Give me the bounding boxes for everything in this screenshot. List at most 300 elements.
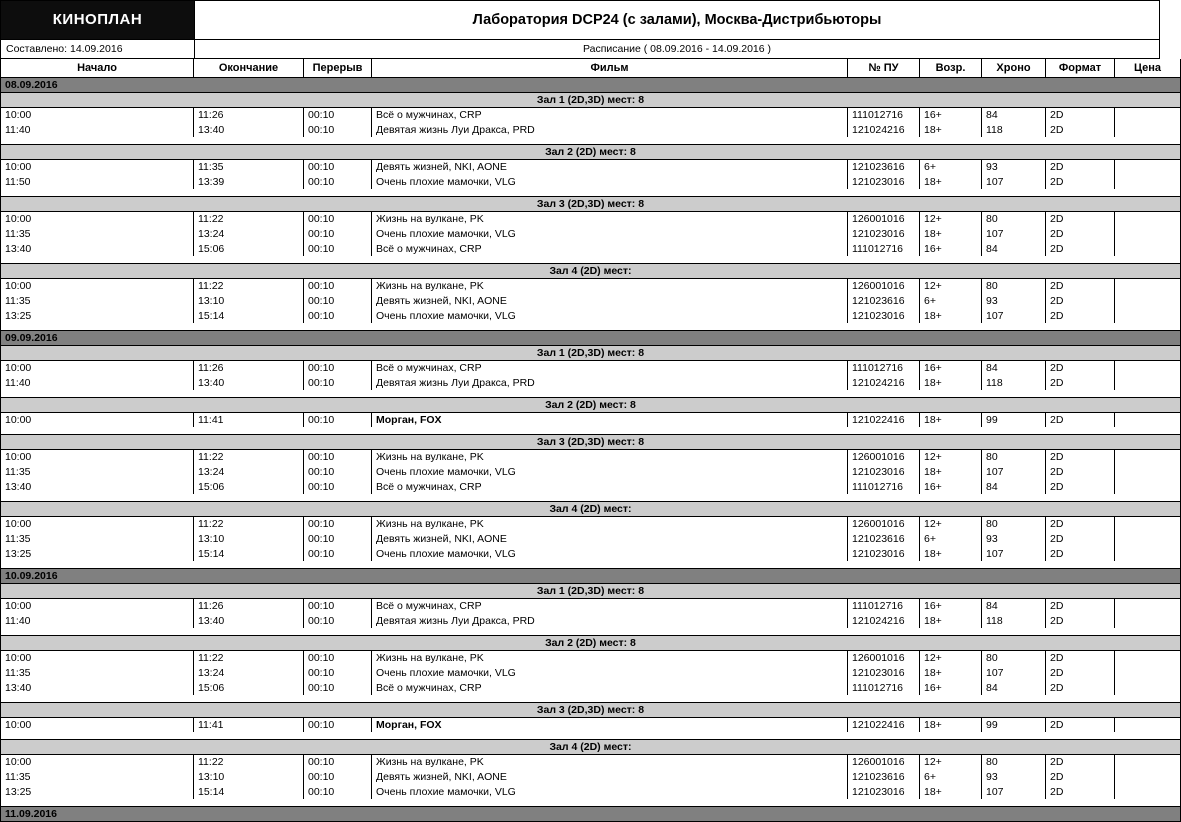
show-start: 13:25 (1, 308, 194, 323)
show-film-title: Жизнь на вулкане, PK (372, 211, 848, 226)
show-end: 13:40 (194, 613, 304, 628)
show-end: 15:14 (194, 308, 304, 323)
show-pu-number: 121022416 (848, 717, 920, 732)
screening-row (1, 159, 1181, 174)
show-age-rating: 18+ (920, 375, 982, 390)
show-break: 00:10 (304, 211, 372, 226)
show-age-rating: 18+ (920, 464, 982, 479)
show-end: 13:24 (194, 226, 304, 241)
show-end: 11:22 (194, 754, 304, 769)
show-break: 00:10 (304, 412, 372, 427)
show-break: 00:10 (304, 665, 372, 680)
show-age-rating: 18+ (920, 613, 982, 628)
show-age-rating: 16+ (920, 479, 982, 494)
show-start: 10:00 (1, 278, 194, 293)
hall-band-row (1, 263, 1181, 278)
show-price (1115, 613, 1181, 628)
show-age-rating: 12+ (920, 516, 982, 531)
show-start: 10:00 (1, 516, 194, 531)
hall-label: Зал 2 (2D) мест: 8 (1, 397, 1181, 412)
show-duration: 80 (982, 754, 1046, 769)
show-end: 11:22 (194, 211, 304, 226)
show-break: 00:10 (304, 650, 372, 665)
show-break: 00:10 (304, 107, 372, 122)
show-film-title: Всё о мужчинах, CRP (372, 360, 848, 375)
hall-spacer-row (1, 427, 1181, 434)
show-pu-number: 126001016 (848, 516, 920, 531)
show-duration: 107 (982, 784, 1046, 799)
show-film-title: Всё о мужчинах, CRP (372, 680, 848, 695)
show-format: 2D (1046, 293, 1115, 308)
show-film-title: Очень плохие мамочки, VLG (372, 546, 848, 561)
spacer-cell (1, 323, 1181, 330)
show-end: 11:22 (194, 449, 304, 464)
show-film-title: Девять жизней, NKI, AONE (372, 159, 848, 174)
show-break: 00:10 (304, 516, 372, 531)
show-start: 11:50 (1, 174, 194, 189)
show-break: 00:10 (304, 479, 372, 494)
show-end: 11:22 (194, 516, 304, 531)
show-duration: 84 (982, 479, 1046, 494)
show-break: 00:10 (304, 241, 372, 256)
show-format: 2D (1046, 159, 1115, 174)
show-start: 13:40 (1, 479, 194, 494)
show-format: 2D (1046, 717, 1115, 732)
show-format: 2D (1046, 650, 1115, 665)
show-duration: 93 (982, 293, 1046, 308)
show-duration: 107 (982, 665, 1046, 680)
show-duration: 99 (982, 412, 1046, 427)
show-pu-number: 111012716 (848, 107, 920, 122)
schedule-table (0, 59, 1181, 822)
screening-row (1, 107, 1181, 122)
show-age-rating: 6+ (920, 531, 982, 546)
show-price (1115, 308, 1181, 323)
show-price (1115, 769, 1181, 784)
show-start: 11:35 (1, 531, 194, 546)
hall-label: Зал 2 (2D) мест: 8 (1, 144, 1181, 159)
show-price (1115, 211, 1181, 226)
show-format: 2D (1046, 516, 1115, 531)
show-end: 13:24 (194, 464, 304, 479)
show-end: 13:10 (194, 769, 304, 784)
show-pu-number: 121024216 (848, 375, 920, 390)
show-end: 11:26 (194, 107, 304, 122)
show-end: 13:10 (194, 293, 304, 308)
screening-row (1, 784, 1181, 799)
show-format: 2D (1046, 375, 1115, 390)
show-price (1115, 449, 1181, 464)
show-film-title: Всё о мужчинах, CRP (372, 479, 848, 494)
show-duration: 80 (982, 211, 1046, 226)
hall-label: Зал 2 (2D) мест: 8 (1, 635, 1181, 650)
show-pu-number: 111012716 (848, 360, 920, 375)
show-age-rating: 6+ (920, 769, 982, 784)
show-start: 10:00 (1, 211, 194, 226)
show-break: 00:10 (304, 226, 372, 241)
show-film-title: Очень плохие мамочки, VLG (372, 174, 848, 189)
show-age-rating: 18+ (920, 226, 982, 241)
column-header-start: Начало (1, 59, 194, 77)
date-band-row (1, 568, 1181, 583)
show-break: 00:10 (304, 449, 372, 464)
hall-label: Зал 4 (2D) мест: (1, 263, 1181, 278)
show-end: 11:26 (194, 598, 304, 613)
show-film-title: Очень плохие мамочки, VLG (372, 665, 848, 680)
screening-row (1, 464, 1181, 479)
hall-band-row (1, 345, 1181, 360)
show-film-title: Очень плохие мамочки, VLG (372, 226, 848, 241)
spacer-cell (1, 561, 1181, 568)
screening-row (1, 211, 1181, 226)
show-start: 11:35 (1, 769, 194, 784)
show-duration: 107 (982, 308, 1046, 323)
show-duration: 84 (982, 107, 1046, 122)
show-price (1115, 375, 1181, 390)
show-start: 11:35 (1, 226, 194, 241)
hall-spacer-row (1, 628, 1181, 635)
show-pu-number: 121022416 (848, 412, 920, 427)
spacer-cell (1, 390, 1181, 397)
screening-row (1, 769, 1181, 784)
show-age-rating: 12+ (920, 754, 982, 769)
show-film-title: Жизнь на вулкане, PK (372, 516, 848, 531)
show-break: 00:10 (304, 278, 372, 293)
show-pu-number: 111012716 (848, 598, 920, 613)
show-pu-number: 121024216 (848, 613, 920, 628)
hall-band-row (1, 434, 1181, 449)
hall-band-row (1, 92, 1181, 107)
show-format: 2D (1046, 665, 1115, 680)
hall-spacer-row (1, 189, 1181, 196)
show-age-rating: 18+ (920, 546, 982, 561)
show-film-title: Всё о мужчинах, CRP (372, 598, 848, 613)
show-pu-number: 121023016 (848, 464, 920, 479)
table-header-row (1, 59, 1181, 77)
show-pu-number: 121023016 (848, 226, 920, 241)
show-pu-number: 126001016 (848, 211, 920, 226)
show-start: 10:00 (1, 754, 194, 769)
show-end: 13:24 (194, 665, 304, 680)
column-header-price: Цена (1115, 59, 1181, 77)
hall-spacer-row (1, 695, 1181, 702)
hall-band-row (1, 501, 1181, 516)
show-break: 00:10 (304, 159, 372, 174)
show-age-rating: 12+ (920, 650, 982, 665)
show-end: 13:40 (194, 375, 304, 390)
show-format: 2D (1046, 680, 1115, 695)
show-age-rating: 16+ (920, 360, 982, 375)
screening-row (1, 308, 1181, 323)
show-format: 2D (1046, 769, 1115, 784)
show-film-title: Жизнь на вулкане, PK (372, 650, 848, 665)
show-duration: 107 (982, 464, 1046, 479)
hall-band-row (1, 397, 1181, 412)
show-age-rating: 16+ (920, 680, 982, 695)
show-film-title: Девять жизней, NKI, AONE (372, 293, 848, 308)
show-age-rating: 18+ (920, 717, 982, 732)
show-end: 11:26 (194, 360, 304, 375)
show-format: 2D (1046, 360, 1115, 375)
show-start: 10:00 (1, 449, 194, 464)
screening-row (1, 546, 1181, 561)
show-format: 2D (1046, 449, 1115, 464)
spacer-cell (1, 799, 1181, 806)
show-break: 00:10 (304, 754, 372, 769)
spacer-cell (1, 189, 1181, 196)
show-format: 2D (1046, 479, 1115, 494)
page-title: Лаборатория DCP24 (с залами), Москва-Дистрибьюторы (472, 12, 882, 28)
show-pu-number: 121023616 (848, 293, 920, 308)
show-age-rating: 18+ (920, 122, 982, 137)
spacer-cell (1, 427, 1181, 434)
hall-label: Зал 1 (2D,3D) мест: 8 (1, 345, 1181, 360)
show-break: 00:10 (304, 717, 372, 732)
show-start: 13:40 (1, 680, 194, 695)
show-start: 11:40 (1, 613, 194, 628)
hall-label: Зал 3 (2D,3D) мест: 8 (1, 434, 1181, 449)
show-age-rating: 18+ (920, 665, 982, 680)
show-price (1115, 516, 1181, 531)
show-age-rating: 18+ (920, 784, 982, 799)
screening-row (1, 516, 1181, 531)
show-film-title: Всё о мужчинах, CRP (372, 241, 848, 256)
screening-row (1, 375, 1181, 390)
show-pu-number: 126001016 (848, 449, 920, 464)
show-price (1115, 412, 1181, 427)
show-price (1115, 278, 1181, 293)
show-film-title: Жизнь на вулкане, PK (372, 754, 848, 769)
show-duration: 107 (982, 174, 1046, 189)
show-price (1115, 174, 1181, 189)
date-label: 11.09.2016 (1, 806, 1181, 821)
show-start: 10:00 (1, 159, 194, 174)
show-format: 2D (1046, 122, 1115, 137)
show-start: 13:40 (1, 241, 194, 256)
hall-band-row (1, 635, 1181, 650)
show-end: 11:41 (194, 412, 304, 427)
show-end: 11:35 (194, 159, 304, 174)
show-pu-number: 121023616 (848, 159, 920, 174)
show-pu-number: 121023016 (848, 784, 920, 799)
show-format: 2D (1046, 226, 1115, 241)
show-film-title: Морган, FOX (372, 717, 848, 732)
screening-row (1, 650, 1181, 665)
show-duration: 84 (982, 241, 1046, 256)
show-price (1115, 479, 1181, 494)
show-end: 15:06 (194, 241, 304, 256)
show-start: 13:25 (1, 546, 194, 561)
show-film-title: Девятая жизнь Луи Дракса, PRD (372, 613, 848, 628)
show-end: 15:14 (194, 784, 304, 799)
screening-row (1, 241, 1181, 256)
show-pu-number: 111012716 (848, 479, 920, 494)
show-pu-number: 121023016 (848, 174, 920, 189)
show-start: 11:35 (1, 665, 194, 680)
hall-spacer-row (1, 390, 1181, 397)
show-format: 2D (1046, 784, 1115, 799)
show-pu-number: 121023016 (848, 546, 920, 561)
show-break: 00:10 (304, 531, 372, 546)
show-film-title: Очень плохие мамочки, VLG (372, 784, 848, 799)
show-format: 2D (1046, 211, 1115, 226)
show-film-title: Девятая жизнь Луи Дракса, PRD (372, 122, 848, 137)
show-age-rating: 12+ (920, 449, 982, 464)
show-format: 2D (1046, 412, 1115, 427)
show-price (1115, 464, 1181, 479)
compiled-date: Составлено: 14.09.2016 (1, 40, 195, 58)
screening-row (1, 278, 1181, 293)
show-price (1115, 717, 1181, 732)
show-duration: 118 (982, 613, 1046, 628)
show-film-title: Жизнь на вулкане, PK (372, 278, 848, 293)
date-band-row (1, 77, 1181, 92)
screening-row (1, 226, 1181, 241)
show-pu-number: 121024216 (848, 122, 920, 137)
hall-spacer-row (1, 732, 1181, 739)
show-format: 2D (1046, 598, 1115, 613)
show-end: 15:06 (194, 680, 304, 695)
show-age-rating: 6+ (920, 293, 982, 308)
screening-row (1, 754, 1181, 769)
show-duration: 118 (982, 122, 1046, 137)
show-price (1115, 650, 1181, 665)
show-price (1115, 226, 1181, 241)
hall-label: Зал 3 (2D,3D) мест: 8 (1, 702, 1181, 717)
spacer-cell (1, 732, 1181, 739)
show-pu-number: 126001016 (848, 650, 920, 665)
show-duration: 80 (982, 449, 1046, 464)
show-price (1115, 680, 1181, 695)
show-film-title: Девять жизней, NKI, AONE (372, 531, 848, 546)
show-break: 00:10 (304, 308, 372, 323)
screening-row (1, 293, 1181, 308)
brand-logo: КИНОПЛАН (1, 1, 195, 39)
show-start: 13:25 (1, 784, 194, 799)
spacer-cell (1, 256, 1181, 263)
show-end: 13:39 (194, 174, 304, 189)
hall-band-row (1, 583, 1181, 598)
show-start: 10:00 (1, 717, 194, 732)
screening-row (1, 360, 1181, 375)
hall-band-row (1, 196, 1181, 211)
show-break: 00:10 (304, 174, 372, 189)
hall-spacer-row (1, 494, 1181, 501)
show-age-rating: 6+ (920, 159, 982, 174)
show-price (1115, 159, 1181, 174)
show-end: 13:10 (194, 531, 304, 546)
show-film-title: Очень плохие мамочки, VLG (372, 308, 848, 323)
hall-band-row (1, 702, 1181, 717)
show-start: 10:00 (1, 598, 194, 613)
show-age-rating: 18+ (920, 308, 982, 323)
show-start: 10:00 (1, 412, 194, 427)
show-break: 00:10 (304, 360, 372, 375)
show-age-rating: 16+ (920, 241, 982, 256)
show-start: 11:40 (1, 375, 194, 390)
screening-row (1, 449, 1181, 464)
hall-label: Зал 1 (2D,3D) мест: 8 (1, 583, 1181, 598)
hall-band-row (1, 739, 1181, 754)
date-label: 10.09.2016 (1, 568, 1181, 583)
show-age-rating: 12+ (920, 211, 982, 226)
show-break: 00:10 (304, 680, 372, 695)
hall-label: Зал 4 (2D) мест: (1, 739, 1181, 754)
show-price (1115, 360, 1181, 375)
show-break: 00:10 (304, 464, 372, 479)
show-break: 00:10 (304, 293, 372, 308)
show-film-title: Морган, FOX (372, 412, 848, 427)
show-age-rating: 12+ (920, 278, 982, 293)
show-format: 2D (1046, 546, 1115, 561)
show-duration: 93 (982, 531, 1046, 546)
spacer-cell (1, 695, 1181, 702)
show-price (1115, 241, 1181, 256)
show-pu-number: 126001016 (848, 754, 920, 769)
show-pu-number: 121023616 (848, 531, 920, 546)
show-pu-number: 121023016 (848, 308, 920, 323)
show-duration: 84 (982, 360, 1046, 375)
hall-spacer-row (1, 799, 1181, 806)
screening-row (1, 479, 1181, 494)
column-header-pu: № ПУ (848, 59, 920, 77)
show-duration: 80 (982, 516, 1046, 531)
hall-spacer-row (1, 256, 1181, 263)
show-format: 2D (1046, 613, 1115, 628)
show-start: 10:00 (1, 107, 194, 122)
document-header (0, 0, 1160, 39)
show-break: 00:10 (304, 784, 372, 799)
column-header-format: Формат (1046, 59, 1115, 77)
screening-row (1, 598, 1181, 613)
show-format: 2D (1046, 464, 1115, 479)
show-pu-number: 111012716 (848, 241, 920, 256)
show-format: 2D (1046, 241, 1115, 256)
show-format: 2D (1046, 754, 1115, 769)
show-break: 00:10 (304, 546, 372, 561)
date-label: 08.09.2016 (1, 77, 1181, 92)
show-format: 2D (1046, 308, 1115, 323)
column-header-film: Фильм (372, 59, 848, 77)
screening-row (1, 680, 1181, 695)
screening-row (1, 174, 1181, 189)
show-start: 10:00 (1, 360, 194, 375)
show-age-rating: 16+ (920, 107, 982, 122)
show-start: 11:40 (1, 122, 194, 137)
screening-row (1, 613, 1181, 628)
show-pu-number: 111012716 (848, 680, 920, 695)
spacer-cell (1, 628, 1181, 635)
show-format: 2D (1046, 107, 1115, 122)
spacer-cell (1, 494, 1181, 501)
date-band-row (1, 330, 1181, 345)
show-price (1115, 665, 1181, 680)
show-start: 11:35 (1, 464, 194, 479)
show-break: 00:10 (304, 769, 372, 784)
show-price (1115, 754, 1181, 769)
spacer-cell (1, 137, 1181, 144)
column-header-chrono: Хроно (982, 59, 1046, 77)
hall-label: Зал 3 (2D,3D) мест: 8 (1, 196, 1181, 211)
show-price (1115, 122, 1181, 137)
column-header-break: Перерыв (304, 59, 372, 77)
show-format: 2D (1046, 278, 1115, 293)
show-duration: 84 (982, 598, 1046, 613)
show-film-title: Всё о мужчинах, CRP (372, 107, 848, 122)
show-film-title: Девятая жизнь Луи Дракса, PRD (372, 375, 848, 390)
show-start: 11:35 (1, 293, 194, 308)
schedule-range: Расписание ( 08.09.2016 - 14.09.2016 ) (582, 43, 772, 55)
